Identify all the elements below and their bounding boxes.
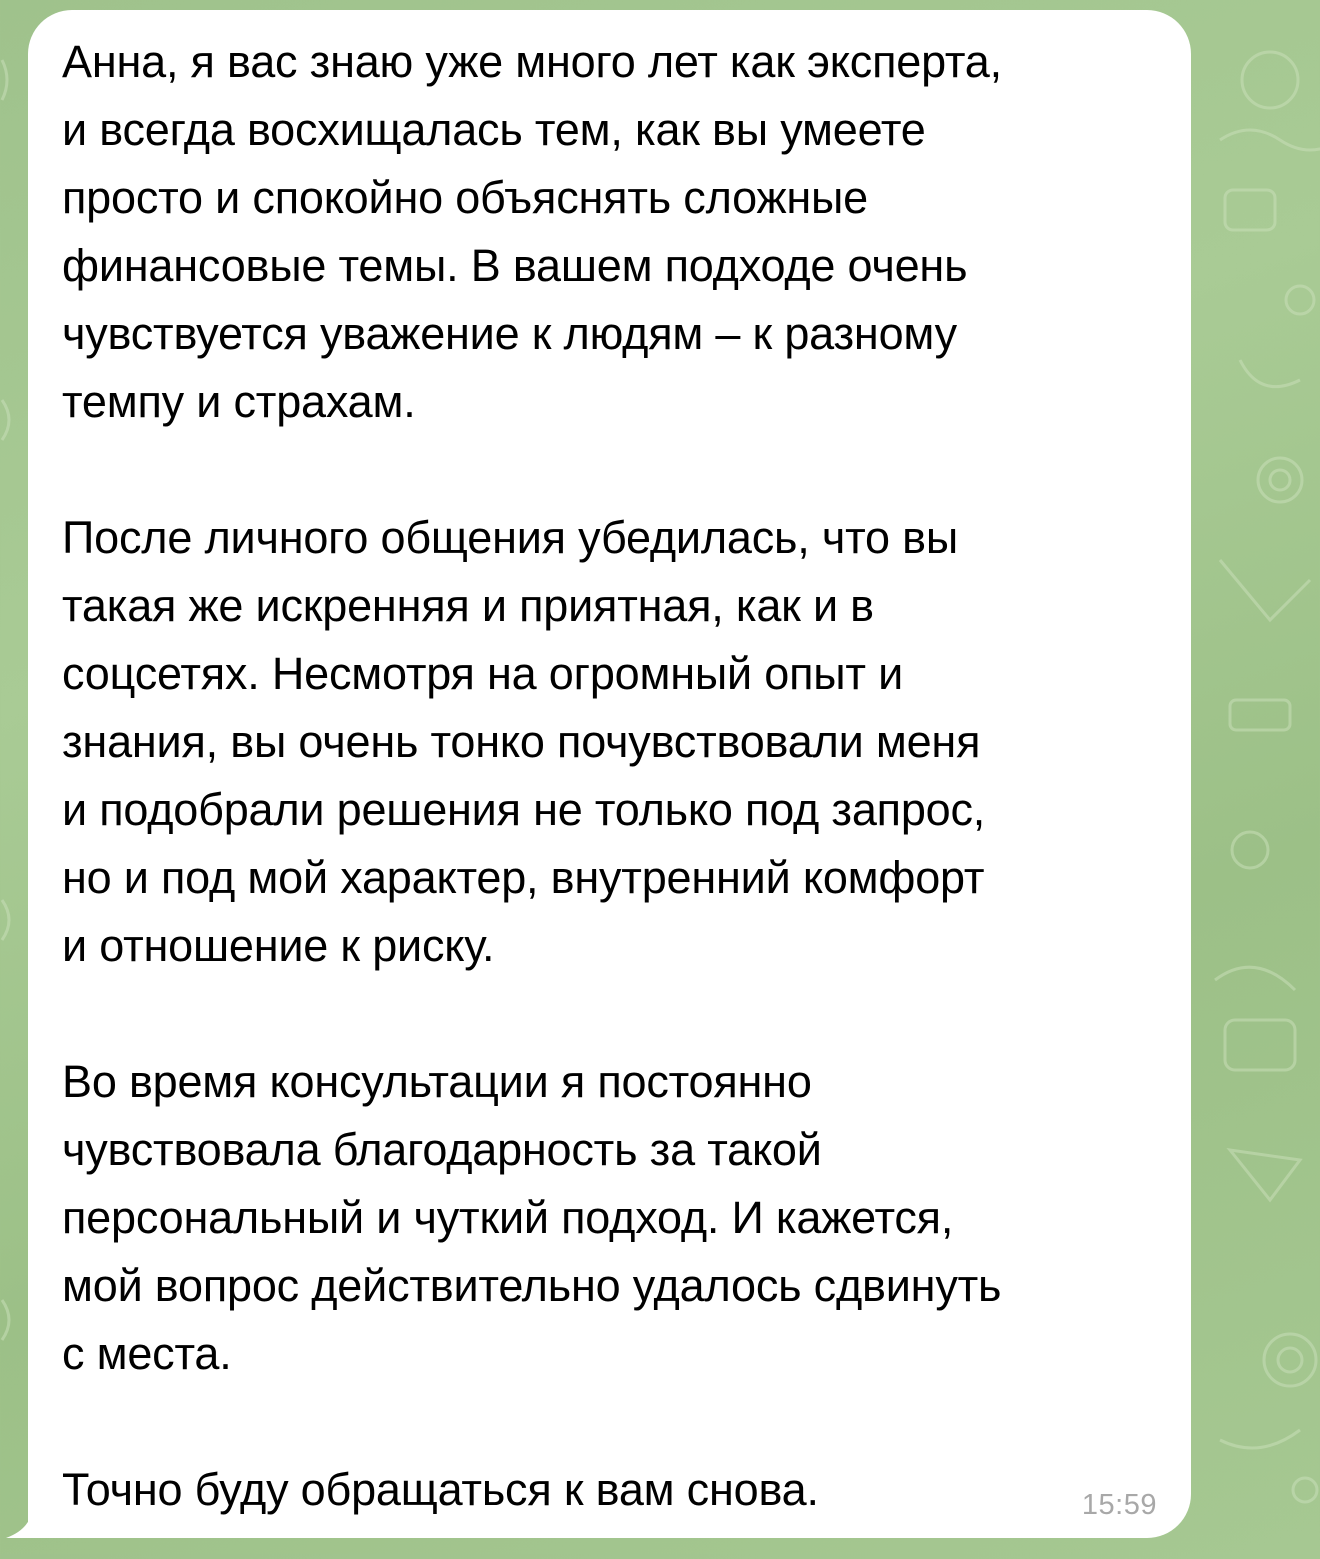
message-paragraph (62, 504, 1161, 980)
message-line: мой вопрос действительно удалось сдвинуть (62, 1260, 1002, 1311)
message-line: Во время консультации я постоянно (62, 1056, 812, 1107)
message-line: и подобрали решения не только под запрос, (62, 784, 986, 835)
message-line: После личного общения убедилась, что вы (62, 512, 959, 563)
message-timestamp: 15:59 (1081, 1489, 1157, 1521)
message-line: такая же искренняя и приятная, как и в (62, 580, 874, 631)
message-paragraph (62, 28, 1161, 436)
message-line: темпу и страхам. (62, 376, 416, 427)
message-line: но и под мой характер, внутренний комфорт (62, 852, 985, 903)
message-line: Точно буду обращаться к вам снова. (62, 1464, 819, 1515)
message-line: чувствовала благодарность за такой (62, 1124, 822, 1175)
message-line: соцсетях. Несмотря на огромный опыт и (62, 648, 904, 699)
message-text (62, 28, 1161, 1524)
message-line: просто и спокойно объяснять сложные (62, 172, 869, 223)
message-line: Анна, я вас знаю уже много лет как эксперта, (62, 36, 1002, 87)
message-line: и всегда восхищалась тем, как вы умеете (62, 104, 926, 155)
message-paragraph (62, 1048, 1161, 1388)
message-bubble[interactable] (28, 10, 1191, 1538)
message-line: с места. (62, 1328, 232, 1379)
message-paragraph (62, 1456, 1161, 1524)
message-line: и отношение к риску. (62, 920, 495, 971)
message-line: персональный и чуткий подход. И кажется, (62, 1192, 954, 1243)
message-line: чувствуется уважение к людям – к разному (62, 308, 957, 359)
message-line: финансовые темы. В вашем подходе очень (62, 240, 968, 291)
message-line: знания, вы очень тонко почувствовали меня (62, 716, 981, 767)
